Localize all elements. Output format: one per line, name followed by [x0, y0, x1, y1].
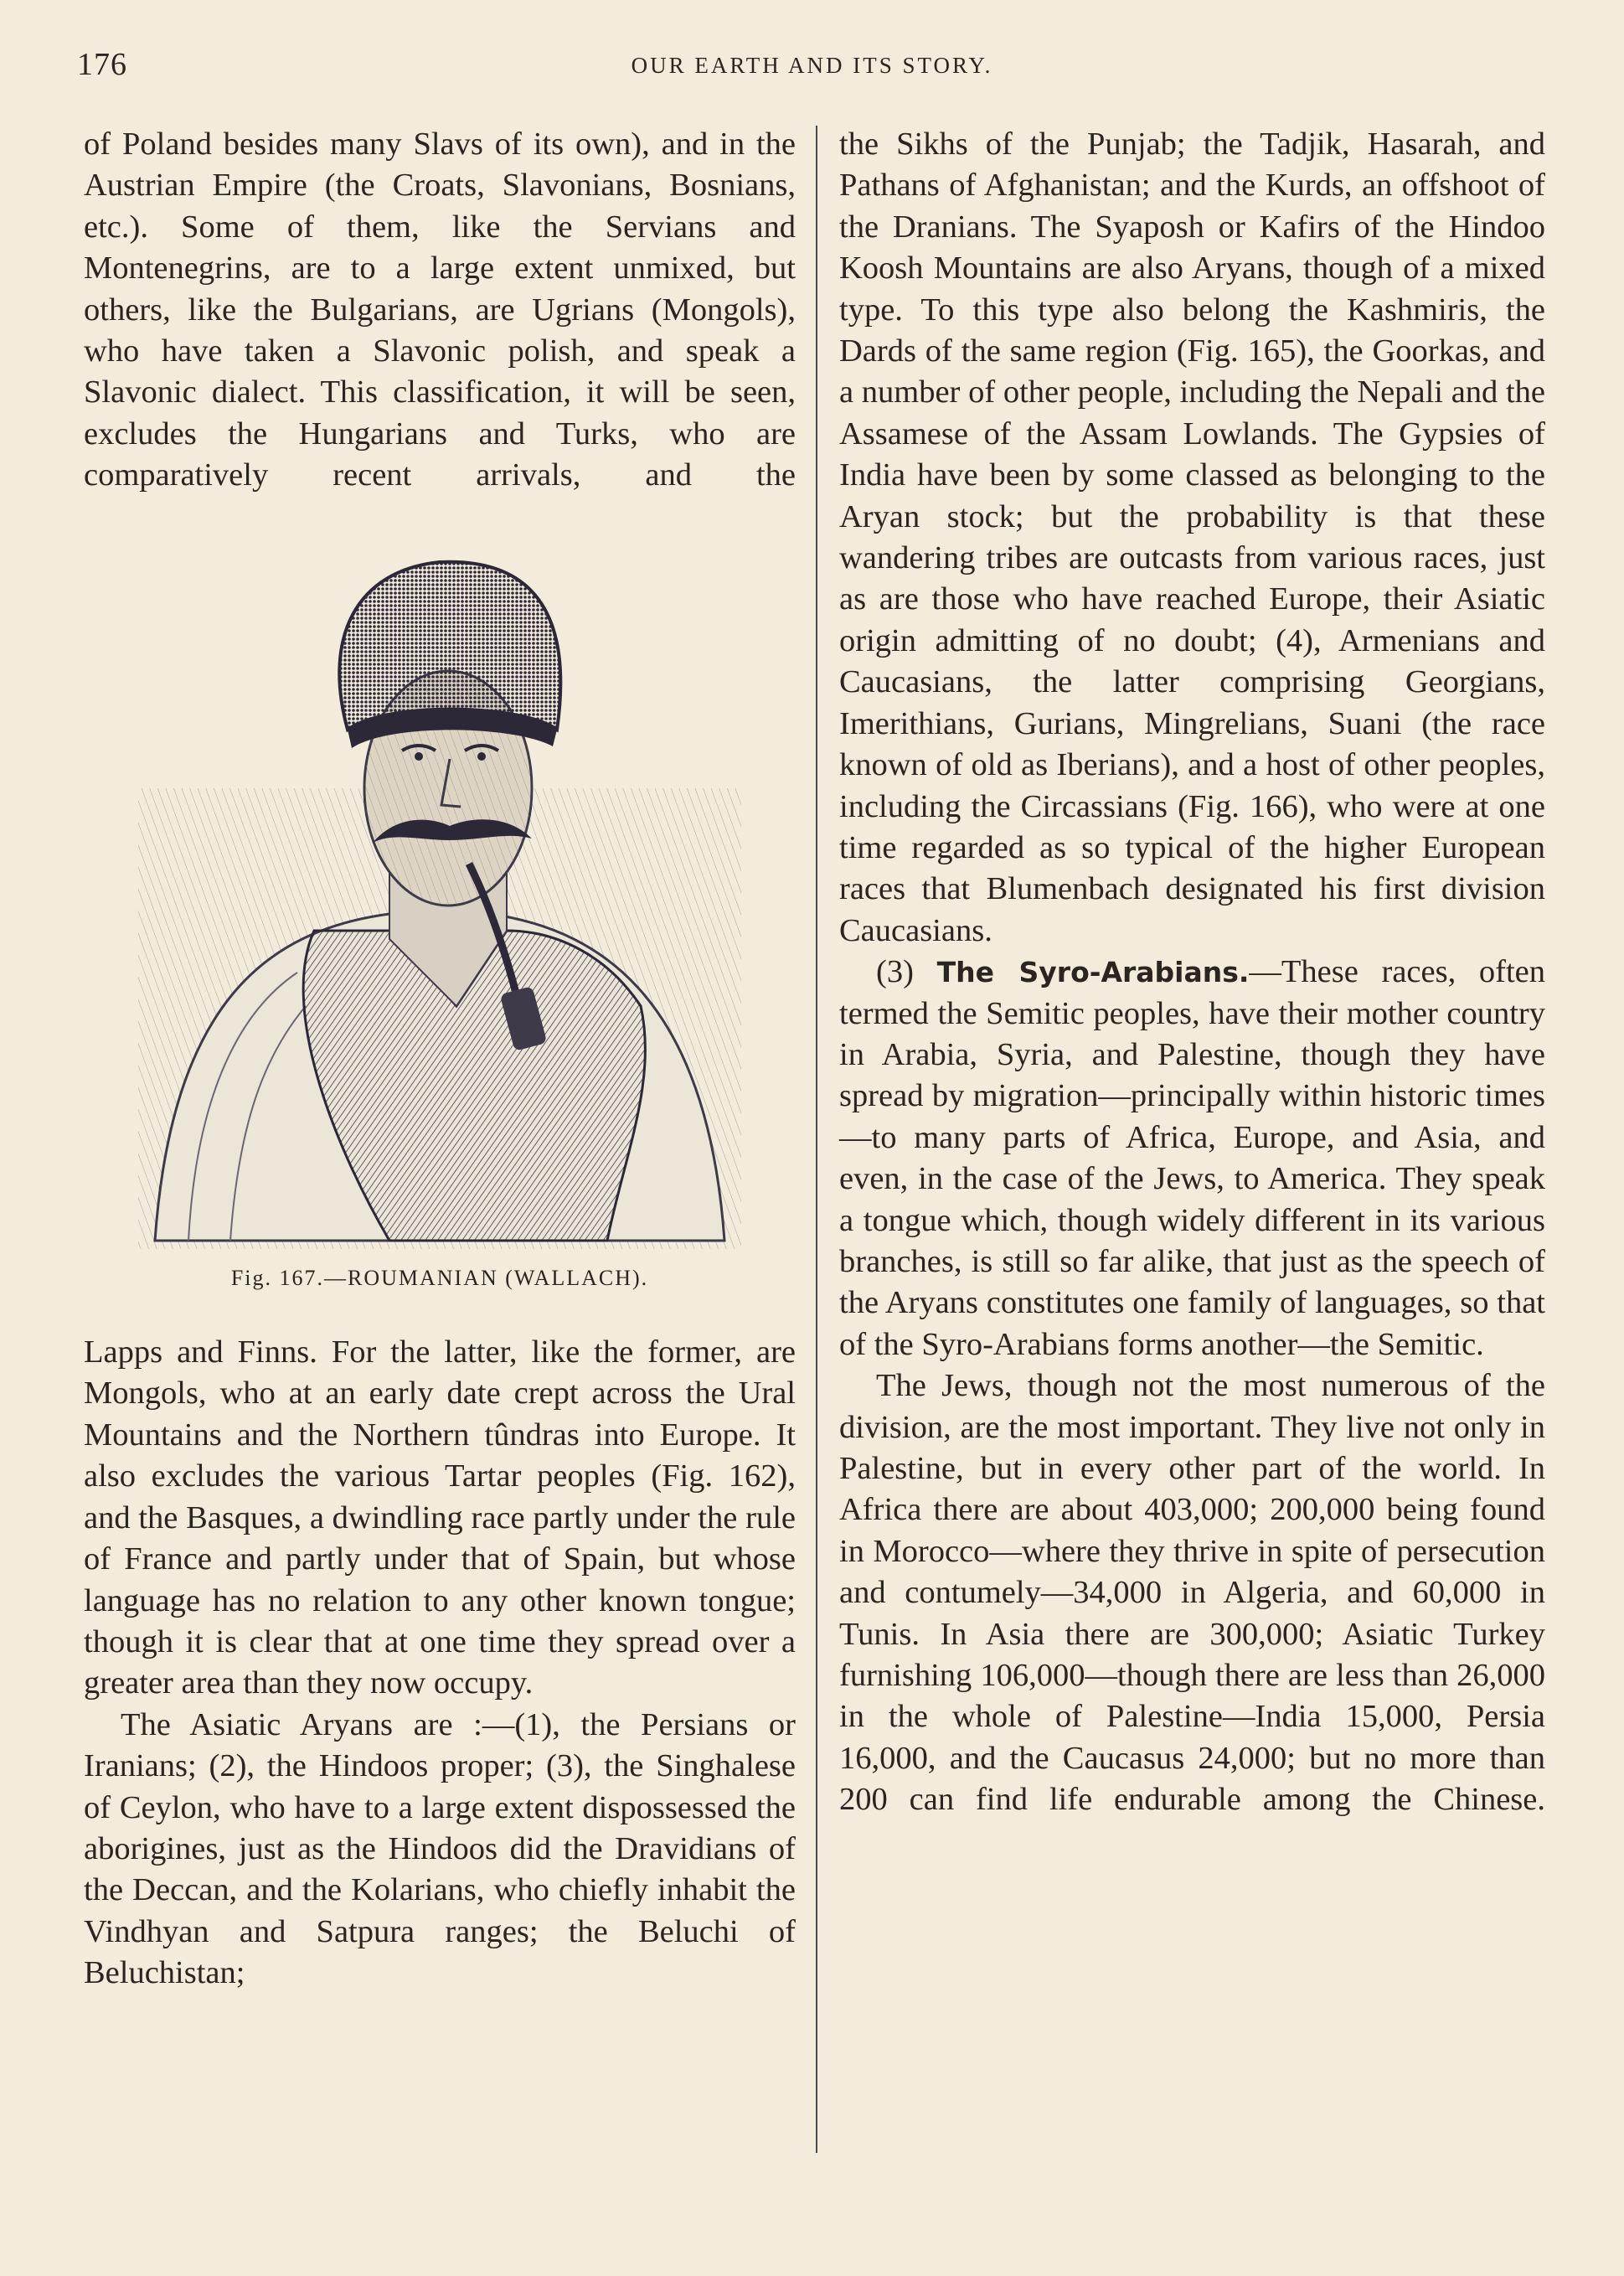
paragraph-slavs: of Poland besides many Slavs of its own), and in the Austrian Empire (the Croats, Slavonians, Bosnians, etc.). Some of them, like the Servians and Montenegrins, are to a large extent unmixed, but others, like the Bulgarians, are Ugrians (Mongols), who have taken a Slavonic polish, and speak a Slavonic dialect. This classification, it will be seen, excludes the Hungarians and Turks, who are comparatively recent arrivals, and the: [84, 126, 796, 493]
right-column: [839, 124, 1545, 1821]
section-title: The Syro-Arabians.: [936, 956, 1250, 989]
figure-167: [84, 537, 796, 1298]
paragraph-syro-arabians: [839, 952, 1545, 1365]
paragraph-lapps-finns: Lapps and Finns. For the latter, like the former, are Mongols, who at an early date crept across the Ural Mountains and the Northern tûndras into Europe. It also excludes the various Tartar peoples (Fig. 162), and the Basques, a dwindling race partly under the rule of France and partly under that of Spain, but whose language has no relation to any other known tongue; though it is clear that at one time they spread over a greater area than they now occupy.: [84, 1334, 796, 1701]
paragraph-sikhs-caucasians: the Sikhs of the Punjab; the Tadjik, Hasarah, and Pathans of Afghanistan; and the Kurds, an offshoot of the Dranians. The Syaposh or Kafirs of the Hindoo Koosh Mountains are also Aryans, though of a mixed type. To this type also belong the Kashmiris, the Dards of the same region (Fig. 165), the Goorkas, and a number of other people, including the Nepali and the Assamese of the Assam Lowlands. The Gypsies of India have been by some classed as belonging to the Aryan stock; but the probability is that these wandering tribes are outcasts from various races, just as are those who have reached Europe, their Asiatic origin admitting of no doubt; (4), Armenians and Caucasians, the latter comprising Georgians, Imerithians, Gurians, Mingrelians, Suani (the race known of old as Iberians), and a host of other peoples, including the Circassians (Fig. 166), who were at one time regarded as so typical of the higher European races that Blumenbach designated his first division Caucasians.: [839, 126, 1545, 948]
left-column: [84, 124, 796, 1995]
running-head: OUR EARTH AND ITS STORY.: [631, 53, 993, 78]
figure-caption: Fig. 167.—ROUMANIAN (WALLACH).: [230, 1265, 649, 1290]
page-header: [77, 46, 1547, 88]
page-number: 176: [77, 47, 127, 82]
section-number: (3): [876, 954, 914, 990]
paragraph-jews: The Jews, though not the most numerous of the division, are the most important. They live not only in Palestine, but in every other part of the world. In Africa there are about 403,000; 200,000 being found in Morocco—where they thrive in spite of persecution and contumely—34,000 in Algeria, and 60,000 in Tunis. In Asia there are 300,000; Asiatic Turkey furnishing 106,000—though there are less than 26,000 in the whole of Palestine—India 15,000, Persia 16,000, and the Caucasus 24,000; but no more than 200 can find life endurable among the Chinese.: [839, 1368, 1545, 1818]
roumanian-portrait-engraving: [138, 537, 741, 1249]
paragraph-asiatic-aryans: The Asiatic Aryans are :—(1), the Persians or Iranians; (2), the Hindoos proper; (3), the Singhalese of Ceylon, who have to a large extent dispossessed the aborigines, just as the Hindoos did the Dravidians of the Deccan, and the Kolarians, who chiefly inhabit the Vindhyan and Satpura ranges; the Beluchi of Beluchistan;: [84, 1706, 796, 1991]
column-divider: [816, 126, 817, 2153]
section-body: —These races, often termed the Semitic peoples, have their mother country in Arabia, Syria, and Palestine, though they have spread by migration—principally within historic times—to many parts of Africa, Europe, and Asia, and even, in the case of the Jews, to America. They speak a tongue which, though widely different in its various branches, is still so far alike, that just as the speech of the Aryans constitutes one family of languages, so that of the Syro-Arabians forms another—the Semitic.: [839, 954, 1545, 1362]
